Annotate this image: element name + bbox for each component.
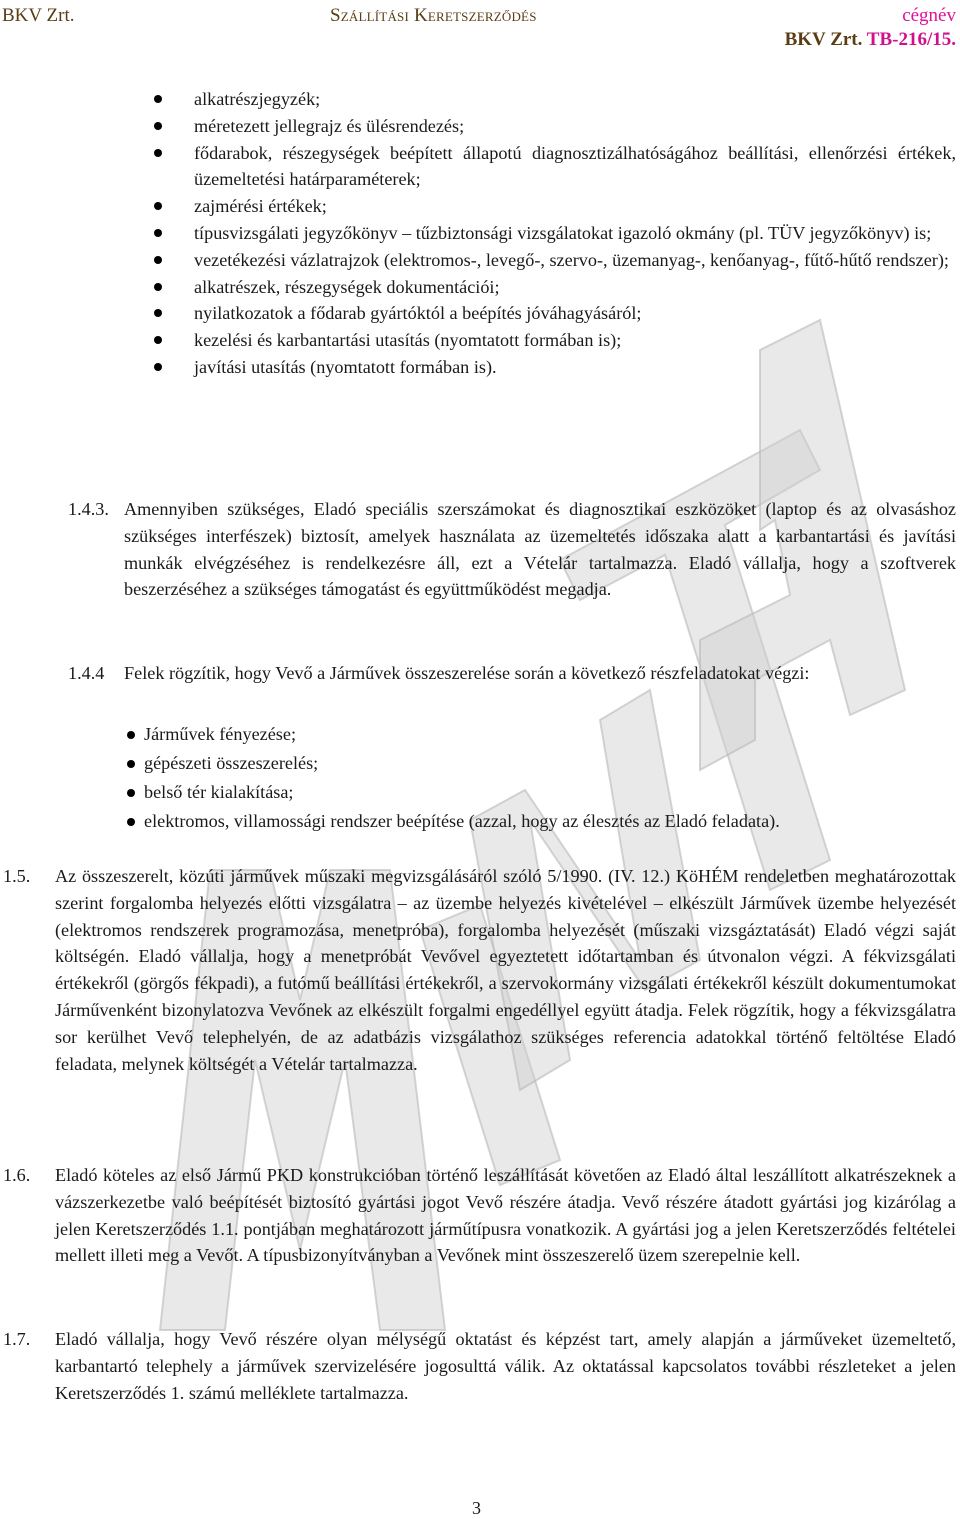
- header-company-short: BKV Zrt.: [784, 29, 863, 50]
- subtask-list: [124, 720, 780, 836]
- header-reference: [785, 4, 956, 52]
- list-item: belső tér kialakítása;: [124, 778, 780, 807]
- section-number-1-4-4: 1.4.4: [68, 663, 105, 683]
- list-item: kezelési és karbantartási utasítás (nyomtatott formában is);: [150, 327, 956, 354]
- header-contract-code: TB-216/15.: [866, 29, 956, 50]
- list-item: Járművek fényezése;: [124, 720, 780, 749]
- list-item: fődarabok, részegységek beépített állapotú diagnosztizálhatóságához beállítási, ellenőrzési értékek, üzemeltetési határparaméterek;: [150, 140, 956, 194]
- list-item: típusvizsgálati jegyzőkönyv – tűzbiztonsági vizsgálatokat igazoló okmány (pl. TÜV jegyzőkönyv) is;: [150, 220, 956, 247]
- page-number: 3: [472, 1498, 481, 1518]
- section-text-1-4-3: Amennyiben szükséges, Eladó speciális szerszámokat és diagnosztikai eszközöket (laptop és az olvasáshoz szükséges interfészek) biztosít, amelyek használata az üzemeltetés időszaka alatt a karbantartási és javítási munkák elvégzéséhez is rendelkezésre áll, ezt a Vételár tartalmazza. Eladó vállalja, hogy a szoftverek beszerzéséhez a szükséges támogatást és együttműködést megadja.: [124, 499, 956, 600]
- section-text-1-4-4: Felek rögzítik, hogy Vevő a Járművek összeszerelése során a következő részfeladatokat végzi:: [124, 663, 810, 683]
- header-contract-number: [785, 28, 956, 52]
- list-item: alkatrészjegyzék;: [150, 86, 956, 113]
- section-text-1-5: Az összeszerelt, közúti járművek műszaki megvizsgálásáról szóló 5/1990. (IV. 12.) KöHÉM rendeletben meghatározottak szerint forgalomba helyezés előtti vizsgálatra – az üzembe helyezés kivételével – elkészült Járművek üzembe helyezését (elektromos rendszerek programozása, menetpróba), forgalomba helyezését (műszaki vizsgáztatását) Eladó végzi saját költségén. Eladó vállalja, hogy a menetpróbát Vevővel egyeztetett időtartamban és útvonalon végzi. A fékvizsgálati értékekről (görgős fékpadi), a futómű beállítási értékekről, a szervokormány vizsgálati értékekről készült dokumentumokat Járművenként bizonylatozva Vevőnek az elkészült forgalmi engedéllyel együtt átadja. Felek rögzítik, hogy a fékvizsgálatra sor kerülhet Vevő telephelyén, de az adatbázis vizsgálathoz szükséges referencia adatokkal történő feltöltése Eladó feladata, melynek költségét a Vételár tartalmazza.: [55, 866, 956, 1074]
- list-item: zajmérési értékek;: [150, 193, 956, 220]
- section-number-1-7: 1.7.: [3, 1329, 31, 1349]
- header-company: BKV Zrt.: [2, 5, 75, 26]
- section-number-1-6: 1.6.: [3, 1165, 31, 1185]
- header-tag: cégnév: [902, 5, 956, 26]
- section-text-1-7: Eladó vállalja, hogy Vevő részére olyan mélységű oktatást és képzést tart, amely alapján a járműveket üzemeltető, karbantartó telephely a járművek szervizelésére jogosulttá válik. Az oktatással kapcsolatos további részleteket a jelen Keretszerződés 1. számú melléklete tartalmazza.: [55, 1329, 956, 1403]
- header-document-title: Szállítási Keretszerződés: [330, 5, 537, 26]
- documentation-list: [150, 86, 956, 381]
- list-item: nyilatkozatok a fődarab gyártóktól a beépítés jóváhagyásáról;: [150, 300, 956, 327]
- list-item: alkatrészek, részegységek dokumentációi;: [150, 274, 956, 301]
- section-text-1-6: Eladó köteles az első Jármű PKD konstrukcióban történő leszállítását követően az Eladó által leszállított alkatrészeknek a vázszerkezetbe való beépítését biztosító gyártási jogot Vevő részére átadja. Vevő részére átadott gyártási jog kizárólag a jelen Keretszerződés 1.1. pontjában meghatározott járműtípusra vonatkozik. A gyártási jog a jelen Keretszerződés feltételei mellett illeti meg a Vevőt. A típusbizonyítványban a Vevőnek mint összeszerelő üzem szerepelnie kell.: [55, 1165, 956, 1266]
- list-item: gépészeti összeszerelés;: [124, 749, 780, 778]
- list-item: méretezett jellegrajz és ülésrendezés;: [150, 113, 956, 140]
- list-item: elektromos, villamossági rendszer beépítése (azzal, hogy az élesztés az Eladó feladata).: [124, 807, 780, 836]
- section-number-1-4-3: 1.4.3.: [68, 499, 109, 519]
- list-item: vezetékezési vázlatrajzok (elektromos-, levegő-, szervo-, üzemanyag-, kenőanyag-, fűtő-hűtő rendszer);: [150, 247, 956, 274]
- section-number-1-5: 1.5.: [3, 866, 31, 886]
- list-item: javítási utasítás (nyomtatott formában is).: [150, 354, 956, 381]
